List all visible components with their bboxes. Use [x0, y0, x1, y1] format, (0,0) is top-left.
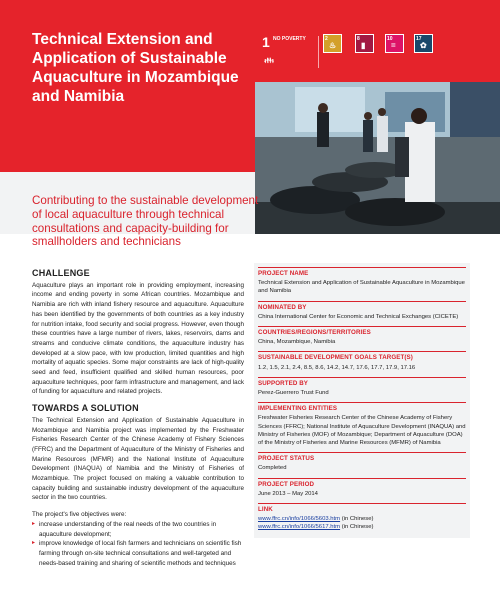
link-heading: LINK	[258, 503, 466, 514]
objectives-intro: The project's five objectives were:	[32, 511, 127, 519]
sidebar-value: China, Mozambique, Namibia	[258, 339, 336, 346]
list-item: ▸ increase understanding of the real needs of the two countries in aquaculture development;	[32, 520, 244, 539]
page-title: Technical Extension and Application of Sustainable Aquaculture in Mozambique and Namibia	[32, 31, 239, 105]
link-note: (in Chinese)	[341, 516, 374, 523]
link-note: (in Chinese)	[341, 524, 374, 531]
challenge-text: Aquaculture plays an important role in providing employment, increasing income and ending poverty in some African countries. Mozambique and Namibia are rich with inland fishery resource and aquaculture. Aquaculture has been identified by the governments of both countries as a key industry for nutrition intake, food security and social progress. However, even though these countries have a large number of rivers, lakes, reservoirs, dams and streams and conducive climate conditions, the aquaculture industry has developed at a slow pace, with low production, limited quantities and high mortality of aquatic species. Some major constraints are lack of high-quality seed and feed, insufficient qualified and skilled human resources, poor aquaculture techniques, poor farm infrastructure and management, and lack of funding for aquaculture and related projects.	[32, 281, 244, 396]
sidebar-heading: PROJECT NAME	[258, 267, 466, 278]
sidebar-value: June 2013 – May 2014	[258, 490, 318, 497]
equality-icon: =	[391, 41, 396, 50]
sidebar-heading: NOMINATED BY	[258, 301, 466, 312]
solution-text: The Technical Extension and Application of Sustainable Aquaculture in Mozambique and Namibia project was implemented by the Freshwater Fisheries Research Center of the Chinese Academy of Fishery Sciences (FFRC) and the Department of Aquaculture of the Ministry of Fisheries and Marine Resources (MFMR) and the National Institute of Aquaculture Development (INAQUA) of Namibia and the Ministry of Fisheries of Mozambique. The project focused on making a valuable contribution to capacity building and sustainable industry development of the aquaculture sector in the two countries.	[32, 416, 244, 502]
challenge-heading: CHALLENGE	[32, 268, 90, 278]
main-column	[32, 269, 244, 568]
sdg-tile-2	[323, 34, 342, 53]
sdg-tile-10	[385, 34, 404, 53]
header-panel	[0, 0, 255, 172]
sidebar-heading: IMPLEMENTING ENTITIES	[258, 402, 466, 413]
sidebar-value: Technical Extension and Application of Sustainable Aquaculture in Mozambique and Namibia	[258, 280, 465, 295]
sidebar-heading: PROJECT PERIOD	[258, 478, 466, 489]
sidebar-value: 1.2, 1.5, 2.1, 2.4, 8.5, 8.6, 14.2, 14.7, 17.6, 17.7, 17.9, 17.16	[258, 364, 416, 371]
sdg-tile-17	[414, 34, 433, 53]
sidebar-heading: PROJECT STATUS	[258, 452, 466, 463]
food-icon: ♨	[329, 41, 337, 50]
list-item: ▸ improve knowledge of local fish farmers and technicians on scientific fish farming through on-site technical consultations and well-targeted and needs-based training and sharing of scientific methods and techniques	[32, 539, 244, 568]
sdg-1-badge	[262, 34, 314, 72]
sdg-tile-2-number: 2	[325, 36, 328, 42]
sidebar-value: China International Center for Economic and Technical Exchanges (CICETE)	[258, 313, 459, 320]
growth-chart-icon: ▮	[361, 41, 366, 50]
project-info-sidebar	[254, 263, 470, 538]
link-row	[258, 515, 466, 523]
aquaculture-facility-image	[255, 82, 500, 234]
sdg-divider	[318, 36, 319, 68]
sidebar-value: Perez-Guerrero Trust Fund	[258, 390, 329, 397]
sidebar-heading: SUSTAINABLE DEVELOPMENT GOALS TARGET(S)	[258, 351, 466, 362]
project-link-1[interactable]: www.ffrc.cn/info/1066/5603.htm	[258, 516, 341, 523]
project-photo	[255, 82, 500, 234]
solution-heading: TOWARDS A SOLUTION	[32, 403, 139, 414]
sidebar-heading: COUNTRIES/REGIONS/TERRITORIES	[258, 326, 466, 337]
page-subtitle: Contributing to the sustainable development of local aquaculture through technical consultations and capacity-building for smallholders and technicians	[32, 194, 259, 249]
no-poverty-icon: 👪︎	[264, 56, 274, 65]
partnership-icon: ✿	[420, 41, 427, 50]
sdg-tile-8-number: 8	[357, 36, 360, 42]
sidebar-heading: SUPPORTED BY	[258, 377, 466, 388]
sidebar-value: Completed	[258, 465, 287, 472]
objectives-list	[32, 520, 244, 569]
sdg-tile-8	[355, 34, 374, 53]
sdg-1-number: 1	[262, 34, 270, 50]
link-row	[258, 523, 466, 531]
sdg-1-label: NO POVERTY	[273, 36, 306, 42]
sdg-tile-10-number: 10	[387, 36, 393, 42]
project-link-2[interactable]: www.ffrc.cn/info/1066/5617.htm	[258, 524, 341, 531]
sdg-tile-17-number: 17	[416, 36, 422, 42]
sidebar-value: Freshwater Fisheries Research Center of the Chinese Academy of Fishery Sciences (FFRC); National Institute of Aquaculture Development (INAQUA) and Ministry of Fisheries (MOF) of Mozambique; Department of Aquaculture (DOA) of the Ministry of Fisheries and Marine Resources (MFMR) of Namibia	[258, 415, 466, 447]
